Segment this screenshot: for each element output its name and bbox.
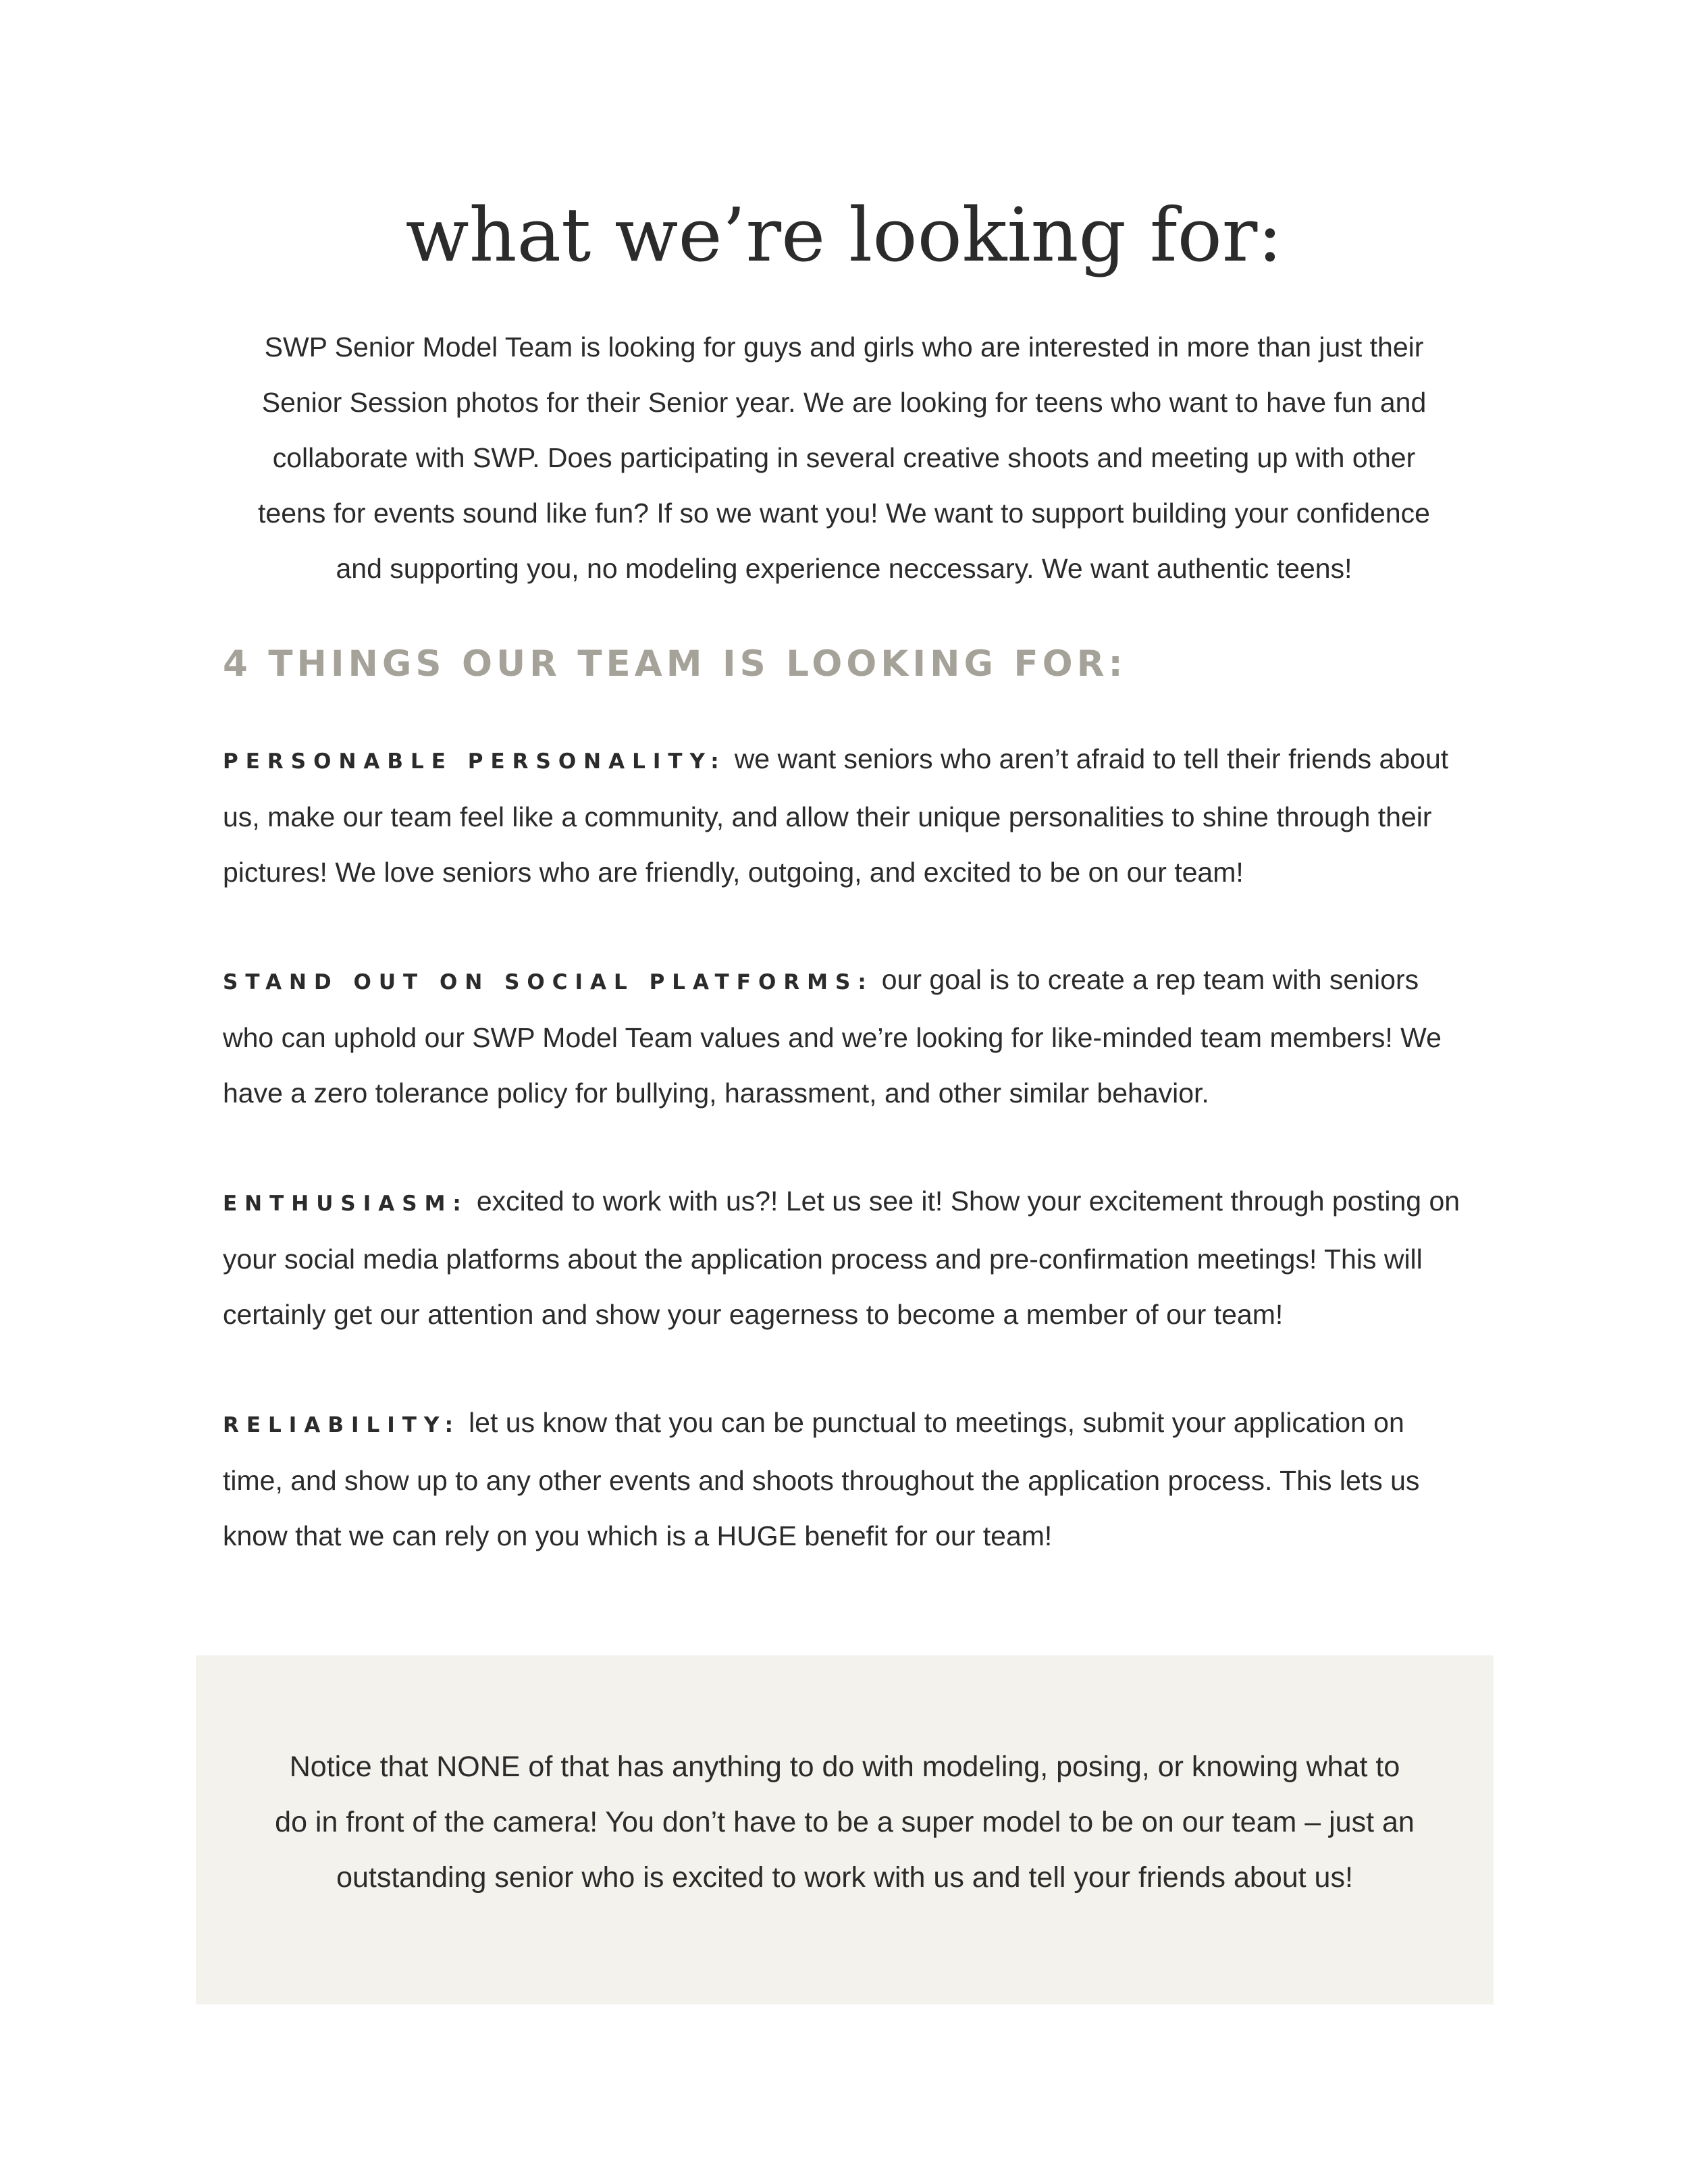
section-heading: 4 THINGS OUR TEAM IS LOOKING FOR: xyxy=(223,643,1127,685)
intro-line: collaborate with SWP. Does participating in several creative shoots and meeting up with other xyxy=(272,442,1416,473)
list-item-personable-personality xyxy=(223,731,1469,900)
notice-box xyxy=(196,1655,1494,2004)
notice-line: outstanding senior who is excited to work with us and tell your friends about us! xyxy=(336,1861,1353,1894)
item-text: our goal is to create a rep team with seniors who can uphold our SWP Model Team values and we’re looking for like-minded team members! We have a zero tolerance policy for bullying, harassment, and other similar behavior. xyxy=(223,964,1442,1109)
list-item-enthusiasm xyxy=(223,1173,1469,1342)
item-label: RELIABILITY: xyxy=(223,1413,461,1437)
item-text: excited to work with us?! Let us see it! Show your excitement through posting on your social media platforms about the application process and pre-confirmation meetings! This will certainly get our attention and show your eagerness to become a member of our team! xyxy=(223,1186,1460,1330)
item-text: we want seniors who aren’t afraid to tell their friends about us, make our team feel like a community, and allow their unique personalities to shine through their pictures! We love seniors who are friendly, outgoing, and excited to be on our team! xyxy=(223,743,1449,888)
notice-line: do in front of the camera! You don’t have to be a super model to be on our team – just an xyxy=(275,1806,1415,1838)
item-label: STAND OUT ON SOCIAL PLATFORMS: xyxy=(223,970,874,994)
item-label: ENTHUSIASM: xyxy=(223,1192,469,1216)
list-item-reliability xyxy=(223,1395,1469,1564)
list-item-stand-out-on-social xyxy=(223,952,1469,1121)
intro-line: and supporting you, no modeling experience neccessary. We want authentic teens! xyxy=(336,553,1352,584)
intro-line: SWP Senior Model Team is looking for guys and girls who are interested in more than just their xyxy=(264,331,1424,363)
item-text: let us know that you can be punctual to meetings, submit your application on time, and show up to any other events and shoots throughout the application process. This lets us know that we can rely on you which is a HUGE benefit for our team! xyxy=(223,1407,1420,1551)
page-title: what we’re looking for: xyxy=(405,192,1283,278)
item-label: PERSONABLE PERSONALITY: xyxy=(223,749,727,774)
notice-line: Notice that NONE of that has anything to do with modeling, posing, or knowing what to xyxy=(289,1751,1400,1783)
notice-text xyxy=(196,1739,1494,1905)
intro-paragraph xyxy=(230,319,1458,596)
intro-line: Senior Session photos for their Senior year. We are looking for teens who want to have fun and xyxy=(261,387,1427,418)
intro-line: teens for events sound like fun? If so we want you! We want to support building your confidence xyxy=(258,498,1430,529)
